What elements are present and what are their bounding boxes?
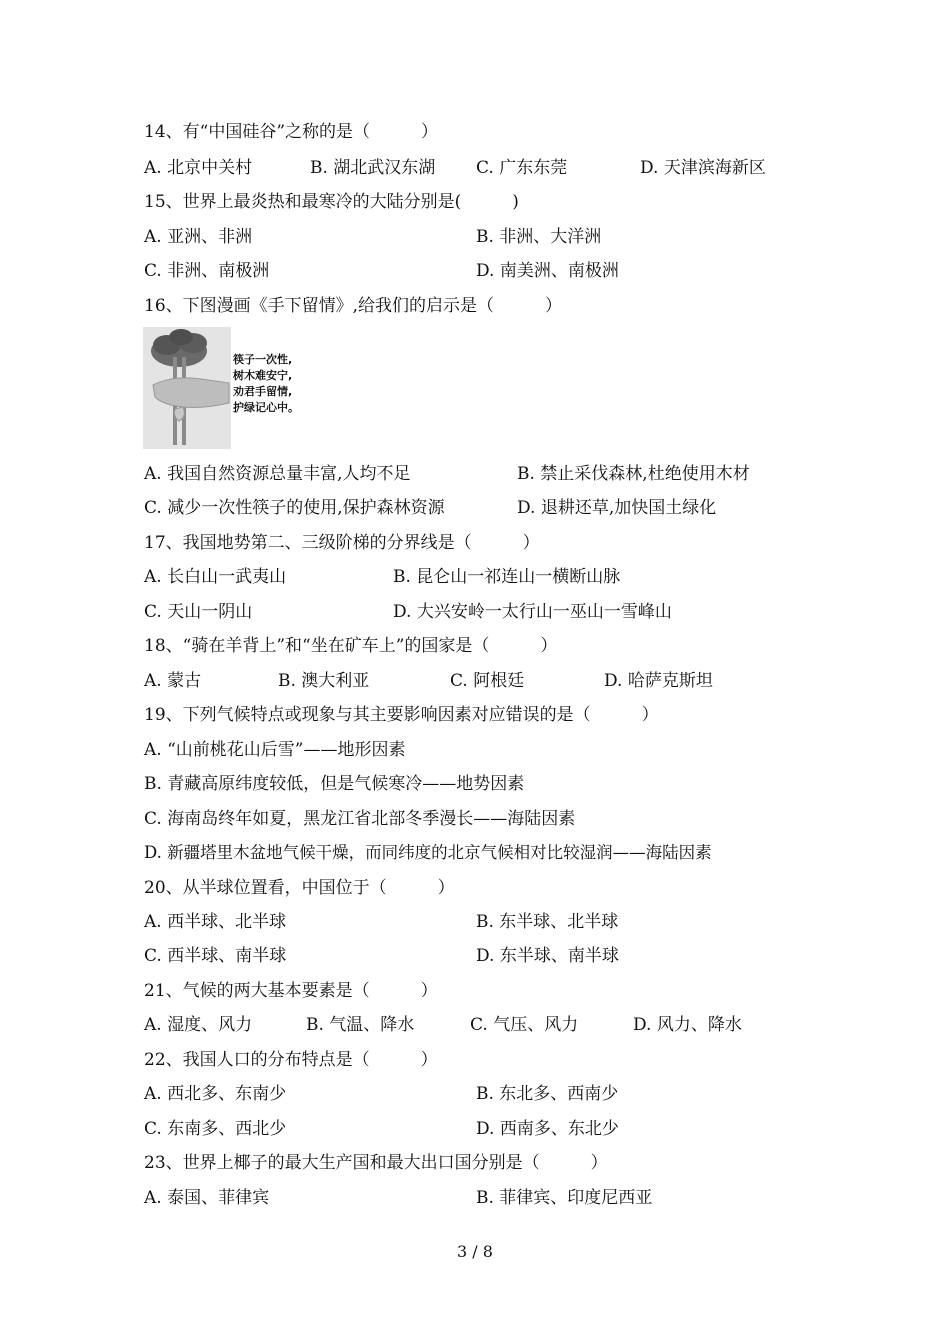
question-14-option-a: A. 北京中关村: [144, 158, 253, 178]
question-16-option-c: C. 减少一次性筷子的使用,保护森林资源: [144, 498, 445, 518]
page-number: 3 / 8: [457, 1242, 493, 1261]
question-18-option-d: D. 哈萨克斯坦: [604, 671, 713, 691]
question-21-option-a: A. 湿度、风力: [144, 1015, 253, 1035]
question-18-option-b: B. 澳大利亚: [278, 671, 370, 691]
question-20-option-b: B. 东半球、北半球: [476, 912, 619, 932]
question-21-option-d: D. 风力、降水: [633, 1015, 742, 1035]
question-23-stem: 23、世界上椰子的最大生产国和最大出口国分别是（ ）: [144, 1153, 608, 1173]
question-14-option-c: C. 广东东莞: [476, 158, 568, 178]
question-15-option-b: B. 非洲、大洋洲: [476, 227, 602, 247]
question-19-stem: 19、下列气候特点或现象与其主要影响因素对应错误的是（ ）: [144, 705, 659, 725]
question-23-option-b: B. 菲律宾、印度尼西亚: [476, 1188, 653, 1208]
question-16-option-b: B. 禁止采伐森林,杜绝使用木材: [517, 464, 750, 484]
question-19-option-b: B. 青藏高原纬度较低，但是气候寒冷——地势因素: [144, 774, 525, 794]
question-22-option-a: A. 西北多、东南少: [144, 1084, 287, 1104]
question-17-option-d: D. 大兴安岭一太行山一巫山一雪峰山: [393, 602, 672, 622]
question-15-option-a: A. 亚洲、非洲: [144, 227, 253, 247]
question-19-option-a: A. “山前桃花山后雪”——地形因素: [144, 740, 406, 760]
question-22-stem: 22、我国人口的分布特点是（ ）: [144, 1050, 438, 1070]
question-21-option-b: B. 气温、降水: [306, 1015, 415, 1035]
question-14-option-d: D. 天津滨海新区: [640, 158, 766, 178]
question-18-option-a: A. 蒙古: [144, 671, 202, 691]
question-14-option-b: B. 湖北武汉东湖: [310, 158, 436, 178]
question-15-stem: 15、世界上最炎热和最寒冷的大陆分别是( ): [144, 192, 519, 212]
question-19-option-d: D. 新疆塔里木盆地气候干燥，而同纬度的北京气候相对比较湿润——海陆因素: [144, 843, 712, 862]
question-17-option-b: B. 昆仑山一祁连山一横断山脉: [393, 567, 621, 587]
question-21-option-c: C. 气压、风力: [470, 1015, 579, 1035]
question-19-option-c: C. 海南岛终年如夏，黑龙江省北部冬季漫长——海陆因素: [144, 809, 576, 829]
question-21-stem: 21、气候的两大基本要素是（ ）: [144, 981, 438, 1001]
question-22-option-b: B. 东北多、西南少: [476, 1084, 619, 1104]
question-18-stem: 18、“骑在羊背上”和“坐在矿车上”的国家是（ ）: [144, 636, 558, 656]
question-15-option-d: D. 南美洲、南极洲: [476, 261, 619, 281]
question-17-option-c: C. 天山一阴山: [144, 602, 253, 622]
cartoon-line-2: 树木难安宁,: [233, 369, 293, 382]
question-20-stem: 20、从半球位置看，中国位于（ ）: [144, 878, 455, 898]
question-17-stem: 17、我国地势第二、三级阶梯的分界线是（ ）: [144, 533, 540, 553]
question-20-option-a: A. 西半球、北半球: [144, 912, 287, 932]
question-20-option-d: D. 东半球、南半球: [476, 946, 619, 966]
question-16-option-d: D. 退耕还草,加快国土绿化: [517, 498, 717, 518]
question-18-option-c: C. 阿根廷: [450, 671, 525, 691]
cartoon-line-3: 劝君手留情,: [233, 385, 293, 398]
cartoon-image: [143, 327, 303, 449]
question-20-option-c: C. 西半球、南半球: [144, 946, 287, 966]
question-16-option-a: A. 我国自然资源总量丰富,人均不足: [144, 464, 411, 484]
question-22-option-d: D. 西南多、东北少: [476, 1119, 619, 1139]
question-15-option-c: C. 非洲、南极洲: [144, 261, 270, 281]
cartoon-line-4: 护绿记心中。: [233, 401, 299, 414]
question-16-stem: 16、下图漫画《手下留情》,给我们的启示是（ ）: [144, 296, 563, 316]
cartoon-line-1: 筷子一次性,: [233, 353, 293, 366]
question-17-option-a: A. 长白山一武夷山: [144, 567, 287, 587]
question-23-option-a: A. 泰国、菲律宾: [144, 1188, 270, 1208]
question-22-option-c: C. 东南多、西北少: [144, 1119, 287, 1139]
question-14-stem: 14、有“中国硅谷”之称的是（ ）: [144, 122, 439, 142]
